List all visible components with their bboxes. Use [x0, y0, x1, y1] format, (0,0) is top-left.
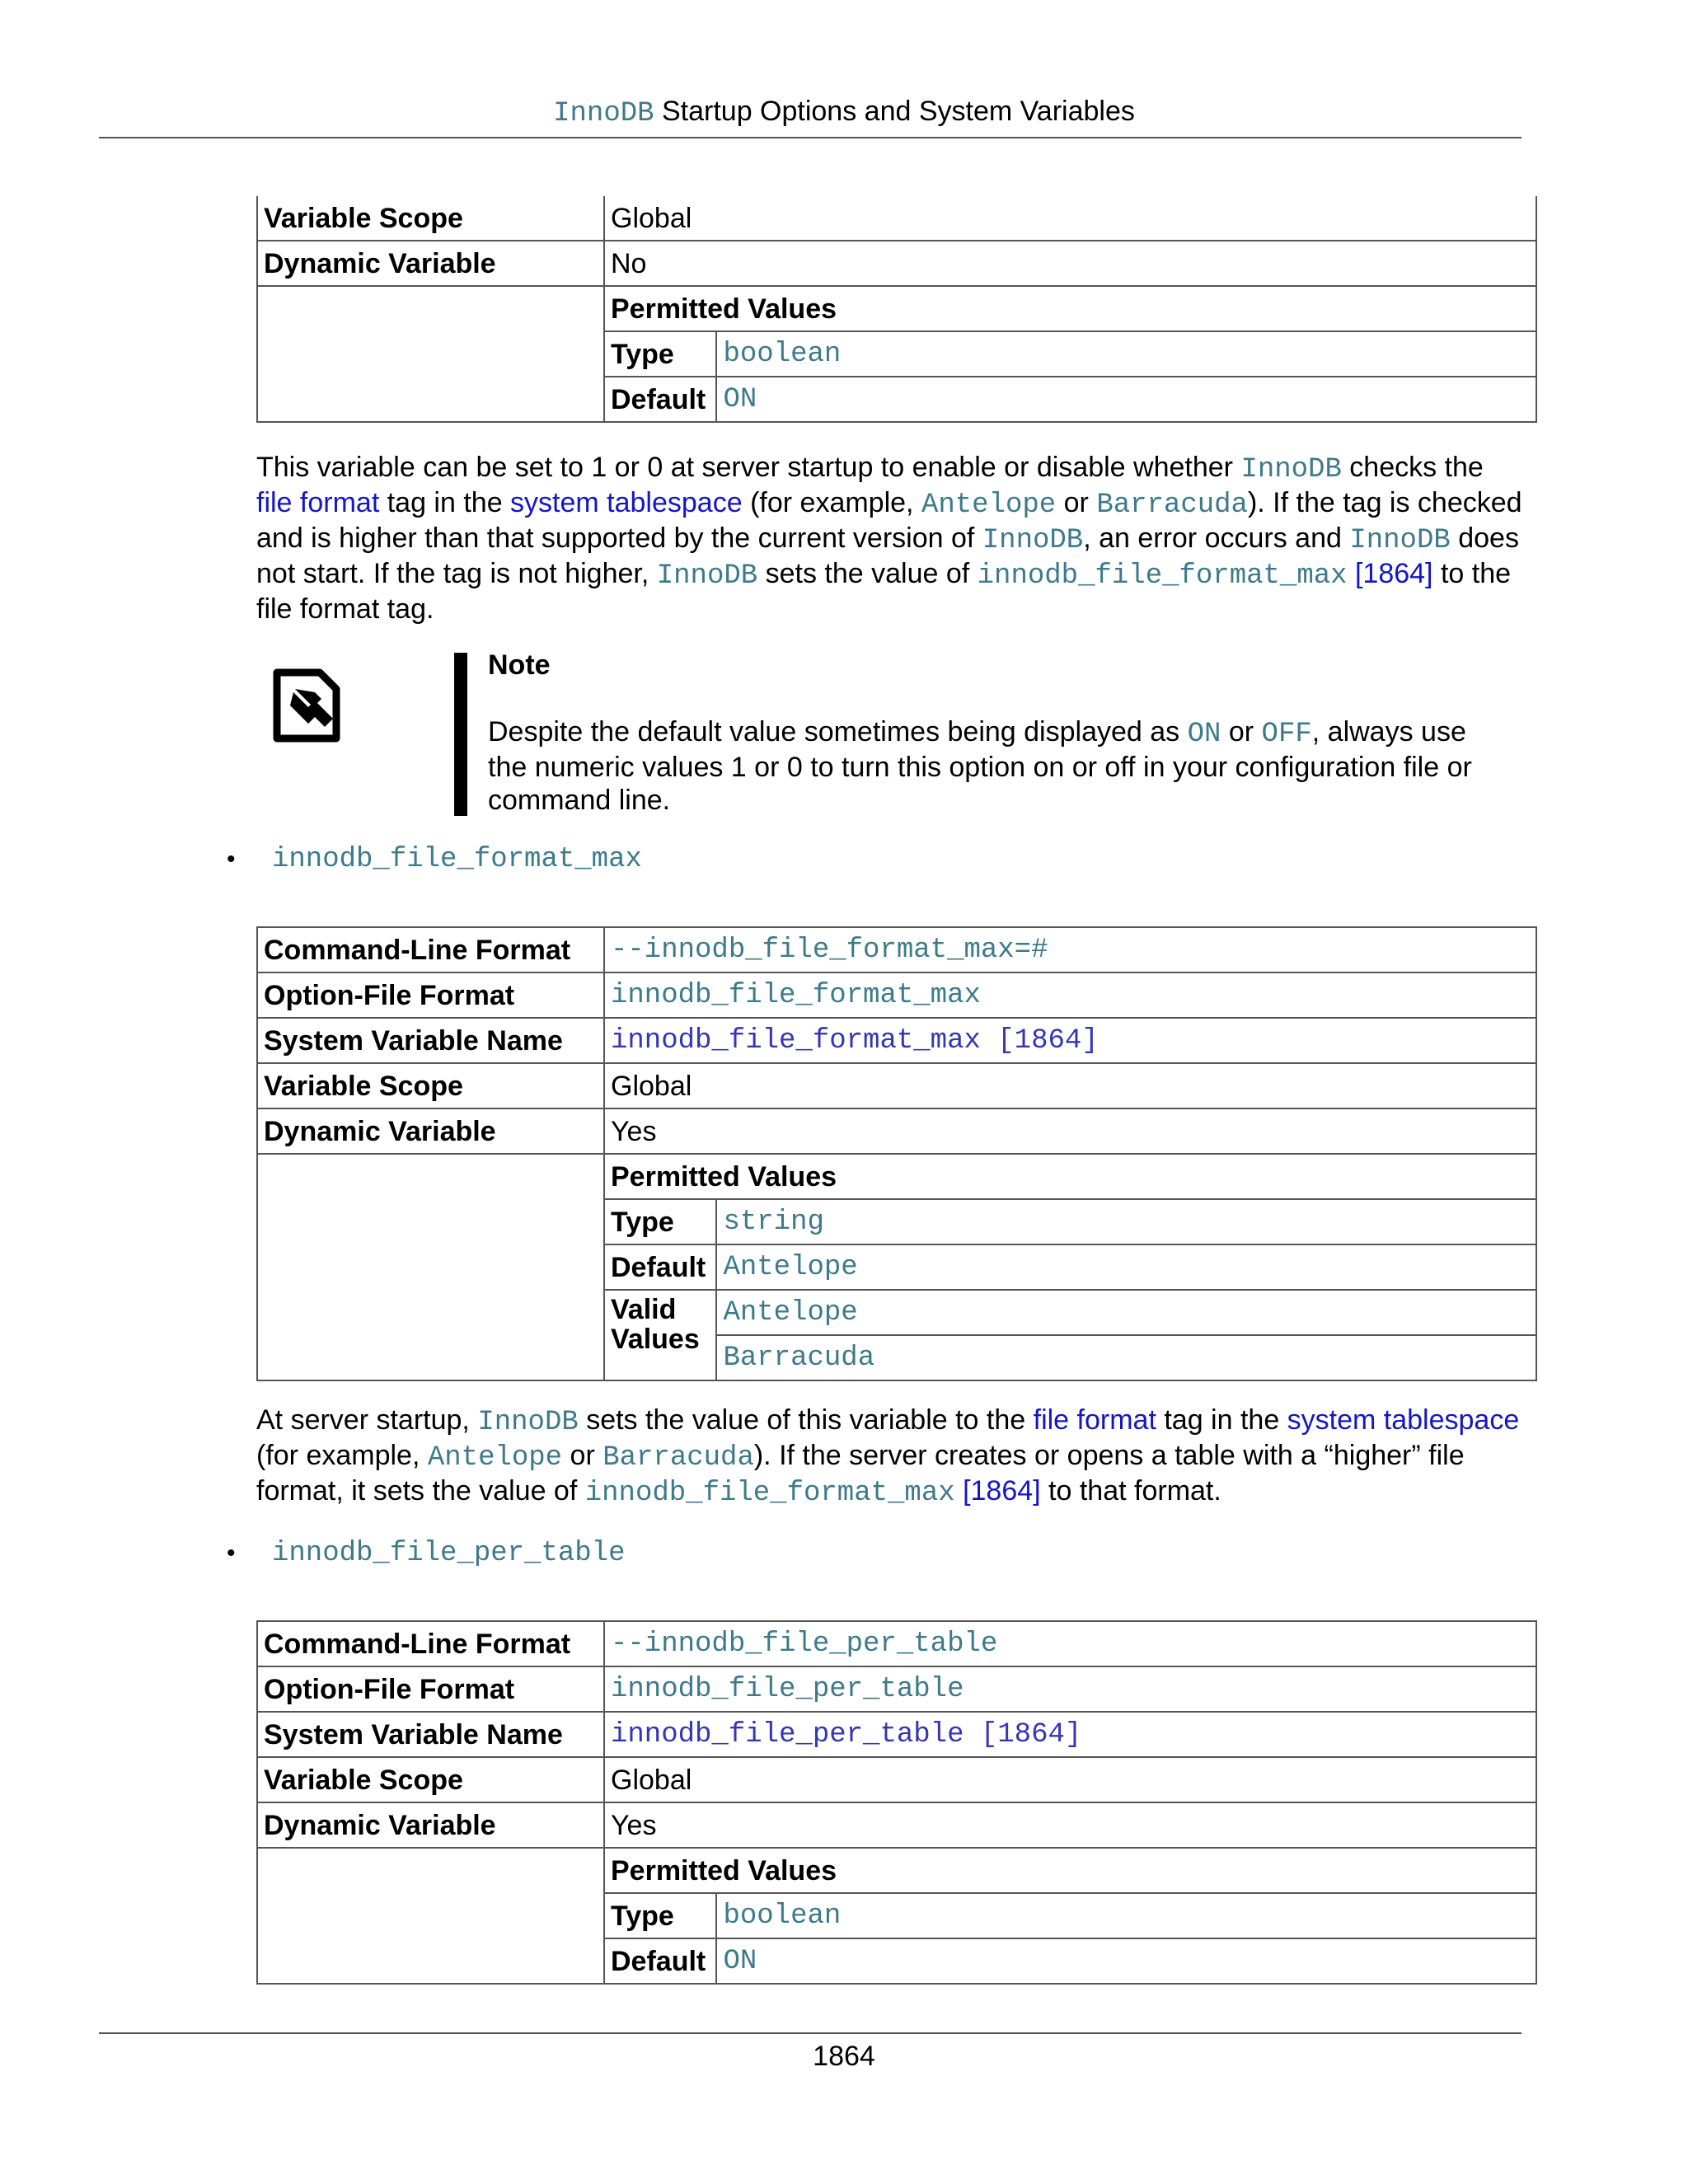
text: This variable can be set to 1 or 0 at server startup to enable or disable whether — [256, 452, 1241, 483]
valid-value: Barracuda — [716, 1335, 1536, 1380]
variable-table-continued — [256, 196, 1537, 423]
table-row — [257, 1802, 1536, 1848]
text: or — [1056, 487, 1097, 518]
text: or — [1221, 716, 1262, 748]
system-variable-name-link[interactable]: innodb_file_per_table [1864] — [604, 1712, 1536, 1757]
type-value: boolean — [716, 1893, 1536, 1938]
permitted-values-header: Permitted Values — [604, 286, 1536, 331]
file-format-link[interactable]: file format — [256, 487, 380, 518]
valid-values-label: Valid Values — [604, 1290, 716, 1380]
code-barracuda: Barracuda — [603, 1442, 754, 1474]
bullet: • — [227, 846, 236, 873]
valid-value: Antelope — [716, 1290, 1536, 1335]
table-row — [257, 1018, 1536, 1063]
text: (for example, — [256, 1440, 428, 1471]
system-variable-name-label: System Variable Name — [257, 1018, 604, 1063]
empty-cell — [257, 1154, 604, 1380]
file-format-link[interactable]: file format — [1033, 1404, 1156, 1436]
dynamic-variable-value: Yes — [604, 1802, 1536, 1848]
text: At server startup, — [256, 1404, 478, 1436]
code-off: OFF — [1261, 719, 1312, 750]
table-row — [257, 972, 1536, 1018]
dynamic-variable-label: Dynamic Variable — [257, 241, 604, 286]
table-row — [257, 1108, 1536, 1154]
text: ). If the tag is checked and is higher than that supported by the current version of — [256, 487, 1522, 554]
page-header — [0, 96, 1688, 129]
note-bar — [454, 653, 467, 816]
table-row — [257, 196, 1536, 241]
table-row — [257, 1848, 1536, 1893]
default-value: ON — [716, 1938, 1536, 1984]
variable-scope-value: Global — [604, 196, 1536, 241]
table-row — [257, 1063, 1536, 1108]
default-label: Default — [604, 1244, 716, 1290]
description-paragraph — [256, 1404, 1526, 1510]
header-code: InnoDB — [553, 98, 654, 129]
command-line-format-label: Command-Line Format — [257, 927, 604, 972]
text: to that format. — [1040, 1475, 1221, 1507]
variable-scope-label: Variable Scope — [257, 196, 604, 241]
code-antelope: Antelope — [921, 490, 1057, 521]
code-innodb-file-format-max-link[interactable]: innodb_file_format_max — [977, 560, 1348, 592]
default-value: ON — [716, 377, 1536, 422]
text: , an error occurs and — [1083, 523, 1350, 554]
type-label: Type — [604, 331, 716, 377]
code-barracuda: Barracuda — [1096, 490, 1248, 521]
option-file-format-label: Option-File Format — [257, 972, 604, 1018]
text: checks the — [1341, 452, 1484, 483]
empty-cell — [257, 1848, 604, 1984]
term-innodb-file-format-max[interactable]: innodb_file_format_max — [272, 844, 642, 875]
table-row — [257, 927, 1536, 972]
header-rule — [99, 137, 1522, 138]
default-value: Antelope — [716, 1244, 1536, 1290]
permitted-values-header: Permitted Values — [604, 1154, 1536, 1199]
text: sets the value of this variable to the — [578, 1404, 1034, 1436]
variable-table-file-format-max — [256, 926, 1537, 1381]
option-file-format-label: Option-File Format — [257, 1666, 604, 1712]
system-variable-name-label: System Variable Name — [257, 1712, 604, 1757]
variable-scope-label: Variable Scope — [257, 1757, 604, 1802]
code-innodb: InnoDB — [1240, 454, 1342, 485]
variable-scope-value: Global — [604, 1757, 1536, 1802]
empty-cell — [257, 286, 604, 422]
code-innodb: InnoDB — [656, 560, 758, 592]
system-tablespace-link[interactable]: system tablespace — [510, 487, 743, 518]
dynamic-variable-label: Dynamic Variable — [257, 1802, 604, 1848]
term-innodb-file-per-table[interactable]: innodb_file_per_table — [272, 1538, 626, 1569]
code-innodb: InnoDB — [477, 1407, 579, 1438]
text: or — [562, 1440, 603, 1471]
page-reference-link[interactable]: [1864] — [954, 1475, 1041, 1507]
text: does not start. If the tag is not higher, — [256, 523, 1519, 589]
table-row — [257, 1154, 1536, 1199]
command-line-format-value: --innodb_file_format_max=# — [604, 927, 1536, 972]
page-reference-link[interactable]: [1864] — [1347, 558, 1433, 589]
option-file-format-value: innodb_file_format_max — [604, 972, 1536, 1018]
text: tag in the — [1156, 1404, 1287, 1436]
default-label: Default — [604, 1938, 716, 1984]
bullet: • — [227, 1540, 236, 1567]
code-innodb: InnoDB — [1349, 525, 1451, 556]
system-tablespace-link[interactable]: system tablespace — [1287, 1404, 1520, 1436]
code-innodb: InnoDB — [982, 525, 1084, 556]
table-row — [257, 1712, 1536, 1757]
type-label: Type — [604, 1893, 716, 1938]
table-row — [257, 1621, 1536, 1666]
default-label: Default — [604, 377, 716, 422]
note-title: Note — [488, 649, 551, 681]
code-innodb-file-format-max-link[interactable]: innodb_file_format_max — [584, 1478, 955, 1509]
note-text — [488, 715, 1477, 817]
page-number: 1864 — [813, 2041, 875, 2072]
footer-rule — [99, 2032, 1522, 2034]
text: tag in the — [379, 487, 511, 518]
type-value: string — [716, 1199, 1536, 1244]
text: ). If the server creates or opens a table with a “higher” file format, it sets the value of — [256, 1440, 1465, 1507]
note-icon — [272, 668, 341, 743]
text: Despite the default value sometimes being displayed as — [488, 716, 1188, 748]
description-paragraph — [256, 451, 1526, 626]
permitted-values-header: Permitted Values — [604, 1848, 1536, 1893]
code-antelope: Antelope — [427, 1442, 563, 1474]
text: , always use the numeric values 1 or 0 to turn this option on or off in your configuration file or command line. — [488, 716, 1472, 816]
code-on: ON — [1187, 719, 1221, 750]
system-variable-name-link[interactable]: innodb_file_format_max [1864] — [604, 1018, 1536, 1063]
type-value: boolean — [716, 331, 1536, 377]
variable-scope-value: Global — [604, 1063, 1536, 1108]
text: to the file format tag. — [256, 558, 1512, 625]
command-line-format-label: Command-Line Format — [257, 1621, 604, 1666]
table-row — [257, 241, 1536, 286]
table-row — [257, 1666, 1536, 1712]
dynamic-variable-label: Dynamic Variable — [257, 1108, 604, 1154]
type-label: Type — [604, 1199, 716, 1244]
text: sets the value of — [757, 558, 978, 589]
table-row — [257, 1757, 1536, 1802]
command-line-format-value: --innodb_file_per_table — [604, 1621, 1536, 1666]
table-row — [257, 286, 1536, 331]
dynamic-variable-value: No — [604, 241, 1536, 286]
header-title: Startup Options and System Variables — [654, 96, 1135, 127]
text: (for example, — [742, 487, 921, 518]
dynamic-variable-value: Yes — [604, 1108, 1536, 1154]
option-file-format-value: innodb_file_per_table — [604, 1666, 1536, 1712]
variable-table-file-per-table — [256, 1620, 1537, 1985]
variable-scope-label: Variable Scope — [257, 1063, 604, 1108]
